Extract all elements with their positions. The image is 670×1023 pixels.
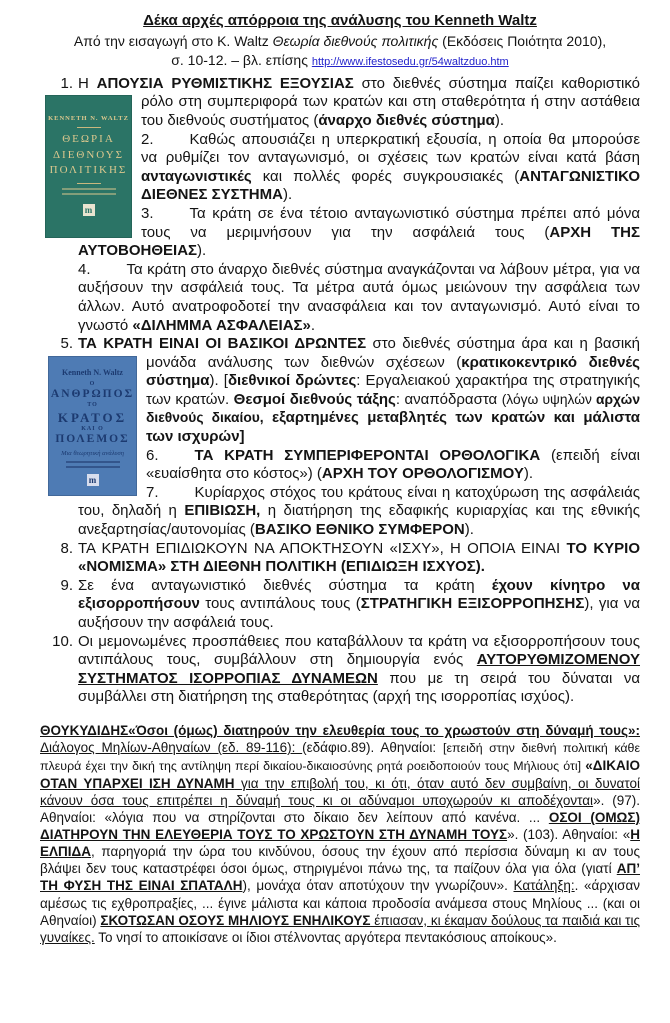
item-text bbox=[78, 484, 640, 538]
text-run: . bbox=[310, 316, 316, 334]
text-run: διεθνικοί δρώντες bbox=[227, 372, 357, 390]
text-run: ΒΑΣΙΚΟ ΕΘΝΙΚΟ ΣΥΜΦΕΡΟΝ bbox=[254, 521, 465, 539]
text-run: ΤΑ ΚΡΑΤΗ ΣΥΜΠΕΡΙΦΕΡΟΝΤΑΙ ΟΡΘΟΛΟΓΙΚΑ bbox=[194, 446, 541, 464]
text-run: εξαρτημένες μεταβλητές των κρατών και μάλιστα των ισχυρών] bbox=[146, 409, 640, 446]
text-run: στο διεθνές σύστημα παίζει καθοριστικό ρόλο στη συμπεριφορά των κρατών και στη σταθερότητα ή στην bbox=[141, 74, 640, 111]
item-text bbox=[78, 75, 640, 111]
text-run: «ΔΙΚΑΙΟ bbox=[585, 757, 640, 773]
text-run: ΟΣΟΙ (ΟΜΩΣ) ΔΙΑΤΗΡΟΥΝ ΤΗΝ ΕΛΕΥΘΕΡΙΑ ΤΟΥΣ ΤΟ ΧΡΩΣΤΟΥΝ ΣΤΗ ΔΥΝΑΜΗ ΤΟΥΣ bbox=[40, 809, 640, 843]
text-run: ), μονάχα όταν αποτύχουν την γνωρίζουν». bbox=[242, 878, 514, 894]
text-run: ΤΑ ΚΡΑΤΗ ΕΠΙΔΙΩΚΟΥΝ ΝΑ ΑΠΟΚΤΗΣΟΥΝ «ΙΣΧΥ», Η ΟΠΟΙΑ ΕΙΝΑΙ bbox=[78, 539, 567, 557]
text-run: Καθώς απουσιάζει η υπερκρατική εξουσία, η οποία θα μπορούσε να ρυθμίζει τον ανταγωνισμό, οι σχέσεις των κρατών είναι κατά βάση bbox=[141, 130, 640, 167]
text-run: ). bbox=[282, 186, 293, 204]
text-run: (επειδή είναι «ευαίσθητα στο κόστος») ( bbox=[146, 446, 641, 483]
text-run: Η ΕΛΠΙΔΑ bbox=[40, 827, 640, 860]
list-item-9 bbox=[40, 577, 640, 633]
book-title-line: ΘΕΩΡΙΑ bbox=[62, 133, 115, 146]
text-run: Τα κράτη σε ένα τέτοιο ανταγωνιστικό σύστημα πρέπει από μόνα τους να μεριμνήσουν για την ασφάλειά τους ( bbox=[141, 204, 640, 241]
text-run: ΑΠ’ ΤΗ ΦΥΣΗ ΤΗΣ ΕΙΝΑΙ ΣΠΑΤΑΛΗ bbox=[40, 861, 640, 894]
subtitle-line-2 bbox=[40, 51, 640, 70]
text-run: Κυρίαρχος στόχος του κράτους είναι η κατοχύρωση της ασφάλειάς του, δηλαδή η bbox=[78, 483, 640, 520]
item-text bbox=[78, 335, 640, 371]
text-run: τους αντιπάλους τους ( bbox=[199, 595, 361, 613]
text-run: ΑΥΤΟΡΥΘΜΙΖΟΜΕΝΟΥ ΣΥΣΤΗΜΑΤΟΣ ΙΣΟΡΡΟΠΙΑΣ ΔΥΝΑΜΕΩΝ bbox=[78, 651, 640, 687]
book-author: KENNETH N. WALTZ bbox=[48, 115, 129, 123]
numbered-list bbox=[40, 75, 640, 707]
text-run: . «άρχισαν αμέσως τις εχθροπραξίες, ... έγινε μάλιστα και κάποια προδοσία ανάμεσα στους Μηλίους ... (και οι Αθηναίοι) bbox=[40, 878, 641, 928]
text-run: αστάθεια του διεθνούς συστήματος ( bbox=[141, 93, 640, 129]
page-title: Δέκα αρχές απόρροια της ανάλυσης του Kenneth Waltz bbox=[143, 12, 537, 29]
text-run: : αναπόδραστα bbox=[395, 390, 502, 408]
text-run: ΣΚΟΤΩΣΑΝ ΟΣΟΥΣ ΜΗΛΙΟΥΣ ΕΝΗΛΙΚΟΥΣ bbox=[100, 912, 371, 928]
item-text bbox=[141, 131, 640, 204]
text-run: : Εργαλειακού χαρακτήρα της στρατηγικής των κρατών. bbox=[146, 372, 640, 408]
list-item-2 bbox=[40, 131, 640, 205]
text-run: Η bbox=[78, 74, 97, 92]
text-run: Σε ένα ανταγωνιστικό διεθνές σύστημα τα κράτη bbox=[78, 576, 492, 594]
text-run: ΑΡΧΗ ΤΟΥ ΟΡΘΟΛΟΓΙΣΜΟΥ bbox=[321, 465, 524, 483]
text-run: ΟΤΑΝ ΥΠΑΡΧΕΙ ΙΣΗ ΔΥΝΑΜΗ bbox=[40, 775, 235, 791]
text-run: «ΔΙΛΗΜΜΑ ΑΣΦΑΛΕΙΑΣ» bbox=[132, 316, 311, 334]
item-text bbox=[78, 205, 640, 259]
text-run: ). bbox=[494, 111, 505, 129]
text-run: 6. bbox=[146, 446, 159, 464]
item-text bbox=[78, 261, 640, 334]
item-text bbox=[78, 577, 640, 631]
book-rule bbox=[77, 127, 101, 128]
list-item-7 bbox=[40, 484, 640, 540]
book-title-line: ΠΟΛΙΤΙΚΗΣ bbox=[49, 164, 128, 177]
text-run: η διατήρηση της εδαφικής κυριαρχίας και της εθνικής ανεξαρτησίας/αυτονομίας ( bbox=[78, 502, 640, 539]
text-run: (Εκδόσεις Ποιότητα 2010), bbox=[438, 33, 607, 49]
book-title-line: ΠΟΛΕΜΟΣ bbox=[55, 433, 130, 446]
text-run: που με τη σειρά του δύναται να συμβάλλει στη διατήρηση της σταθερότητας (αρχή της ισορροπίας ισχύος). bbox=[78, 669, 640, 706]
book-subtitle: Μια θεωρητική ανάλυση bbox=[61, 450, 124, 458]
text-run: άναρχο διεθνές σύστημα bbox=[318, 111, 495, 129]
text-run: ». (103). Αθηναίοι: « bbox=[507, 827, 631, 843]
text-run: Θεσμοί διεθνούς τάξης bbox=[233, 390, 396, 408]
text-run: για την επιβολή του, κι ότι, όταν αυτό δεν συμβαίνη, οι δυνατοί κάνουν όσα τους επιτρέπει η δύναμή τους κι οι αδύναμοι υποχωρούν κι αποδέχονται bbox=[40, 775, 640, 808]
text-run: ΕΠΙΒΙΩΣΗ, bbox=[184, 502, 261, 520]
text-run: Κατάληξη: bbox=[513, 878, 575, 894]
text-run: και πολλές φορές συγκρουσιακές ( bbox=[251, 167, 520, 185]
publisher-logo: m bbox=[87, 474, 99, 486]
book-author: Kenneth N. Waltz bbox=[62, 367, 123, 377]
publisher-logo: m bbox=[83, 204, 95, 216]
text-run: αρχών διεθνούς δικαίου, bbox=[146, 391, 641, 426]
text-run: 2. bbox=[141, 130, 154, 148]
item-number: 5. bbox=[60, 335, 73, 353]
book-title-line: ΤΟ bbox=[87, 402, 98, 409]
list-item-10 bbox=[40, 633, 640, 707]
book-title-line: Ο bbox=[89, 380, 96, 387]
text-run: έπιασαν, κι έκαμαν δούλους τα παιδιά και τις γυναίκες. bbox=[40, 912, 641, 945]
text-run: ). bbox=[197, 242, 207, 260]
text-run: ). bbox=[523, 465, 534, 483]
text-run: Τα κράτη στο άναρχο διεθνές σύστημα αναγκάζονται να λάβουν μέτρα, για να αυξήσουν την ασφάλειά τους. Τα μέτρα αυτά όμως μειώνουν την ασφάλεια των άλλων. Αυτό ανατροφοδοτεί την ανασφάλεια και τον ανταγωνισμό. Αυτό είναι το γνωστό bbox=[78, 260, 640, 334]
text-run: 3. bbox=[141, 204, 154, 222]
text-run: 7. bbox=[146, 483, 159, 501]
book-title-line: ΚΑΙ Ο bbox=[81, 425, 104, 432]
text-run: ΣΤΡΑΤΗΓΙΚΗ ΕΞΙΣΟΡΡΟΠΗΣΗΣ bbox=[360, 595, 585, 613]
text-run: ΑΠΟΥΣΙΑ ΡΥΘΜΙΣΤΙΚΗΣ ΕΞΟΥΣΙΑΣ bbox=[96, 74, 354, 92]
text-run: Από την εισαγωγή στο Κ. Waltz bbox=[73, 33, 273, 49]
item-number: 8. bbox=[60, 539, 73, 557]
text-run: ανταγωνιστικές bbox=[141, 167, 252, 185]
subtitle-line-1 bbox=[40, 32, 640, 51]
text-run: ». (97). Αθηναίοι: «λόγια που να στηρίζονται στο δίκαιο δεν λείπουν από κανένα. ... bbox=[40, 792, 640, 825]
text-run: στο διεθνές σύστημα άρα και η βασική μονάδα ανάλυσης των διεθνών σχέσεων ( bbox=[146, 335, 641, 371]
text-run: ΘΟΥΚΥΔΙΔΗΣ«Όσοι (όμως) διατηρούν την ελευθερία τους το χρωστούν στη δύναμή τους»: bbox=[40, 722, 640, 738]
item-number: 1. bbox=[60, 74, 73, 92]
subtitle-line-2-text: σ. 10-12. – βλ. επίσης bbox=[171, 51, 312, 68]
list-item-3 bbox=[40, 205, 640, 261]
text-run: ΤΟ ΚΥΡΙΟ «ΝΟΜΙΣΜΑ» ΣΤΗ ΔΙΕΘΝΗ ΠΟΛΙΤΙΚΗ (ΕΠΙΔΙΩΞΗ ΙΣΧΥΟΣ). bbox=[78, 539, 641, 576]
text-run: Οι μεμονωμένες προσπάθειες που καταβάλλουν τα κράτη να εξισορροπήσουν τους αντιπάλους τους, συμβάλλουν στη δημιουργία ενός bbox=[78, 632, 640, 669]
text-run: 4. bbox=[78, 260, 91, 278]
text-run: κρατικοκεντρικό διεθνές bbox=[461, 353, 640, 371]
text-run: ΤΑ ΚΡΑΤΗ ΕΙΝΑΙ ΟΙ ΒΑΣΙΚΟΙ ΔΡΩΝΤΕΣ bbox=[78, 335, 367, 353]
text-run: [επειδή στην διεθνή πολιτική κάθε πλευρά έχει την δική της αντίληψη περί δικαίου-δικαιοσύνης ρητά ροειδοποιούν τους Μήλιους ότι] bbox=[40, 741, 640, 773]
text-run: ). bbox=[464, 521, 474, 539]
list-item-8 bbox=[40, 540, 640, 577]
item-text bbox=[78, 540, 640, 576]
book-title-line: ΚΡΑΤΟΣ bbox=[57, 409, 128, 425]
external-link[interactable]: http://www.ifestosedu.gr/54waltzduo.htm bbox=[311, 55, 509, 68]
text-run: Διάλογος Μηλίων-Αθηναίων (εδ. 89-116): bbox=[40, 740, 303, 756]
text-run: ), για να αυξήσουν την ασφάλειά τους. bbox=[78, 595, 640, 631]
book-title-line: ΑΝΘΡΩΠΟΣ bbox=[50, 388, 135, 401]
text-run: Θεωρία διεθνούς πολιτικής bbox=[272, 33, 439, 49]
text-run: Το νησί το αποικίσανε οι ίδιοι στέλνοντας αργότερα πεντακόσιους αποίκους». bbox=[94, 929, 557, 945]
text-run: ΑΝΤΑΓΩΝΙΣΤΙΚΟ ΔΙΕΘΝΕΣ ΣΥΣΤΗΜΑ bbox=[141, 167, 640, 204]
item-text bbox=[78, 633, 640, 706]
list-item-4 bbox=[40, 261, 640, 335]
text-run: ΑΡΧΗ ΤΗΣ ΑΥΤΟΒΟΗΘΕΙΑΣ bbox=[78, 223, 641, 260]
text-run: (εδάφιο.89). Αθηναίοι: bbox=[302, 740, 443, 756]
item-text bbox=[146, 372, 640, 445]
item-text bbox=[146, 447, 640, 483]
text-run: , παρηγοριά την ώρα του κινδύνου, όσους την έχουν από περίσσια δύναμη κι αν τους βλάψει δεν τους καταστρέφει όσοι όμως, στηριγμένοι πάνω της, τα παίζουν όλα για όλα (γιατί bbox=[40, 844, 640, 877]
thucydides-paragraph bbox=[40, 722, 640, 946]
book-title-line: ΔΙΕΘΝΟΥΣ bbox=[52, 148, 125, 161]
item-number: 9. bbox=[60, 576, 73, 594]
item-number: 10. bbox=[52, 632, 73, 650]
text-run: έχουν κίνητρο να εξισορροπήσουν bbox=[78, 576, 640, 613]
text-run: (λόγω υψηλών bbox=[501, 391, 597, 407]
text-run: σύστημα bbox=[146, 372, 210, 390]
list-item-6 bbox=[40, 447, 640, 484]
text-run: ). [ bbox=[209, 372, 228, 390]
